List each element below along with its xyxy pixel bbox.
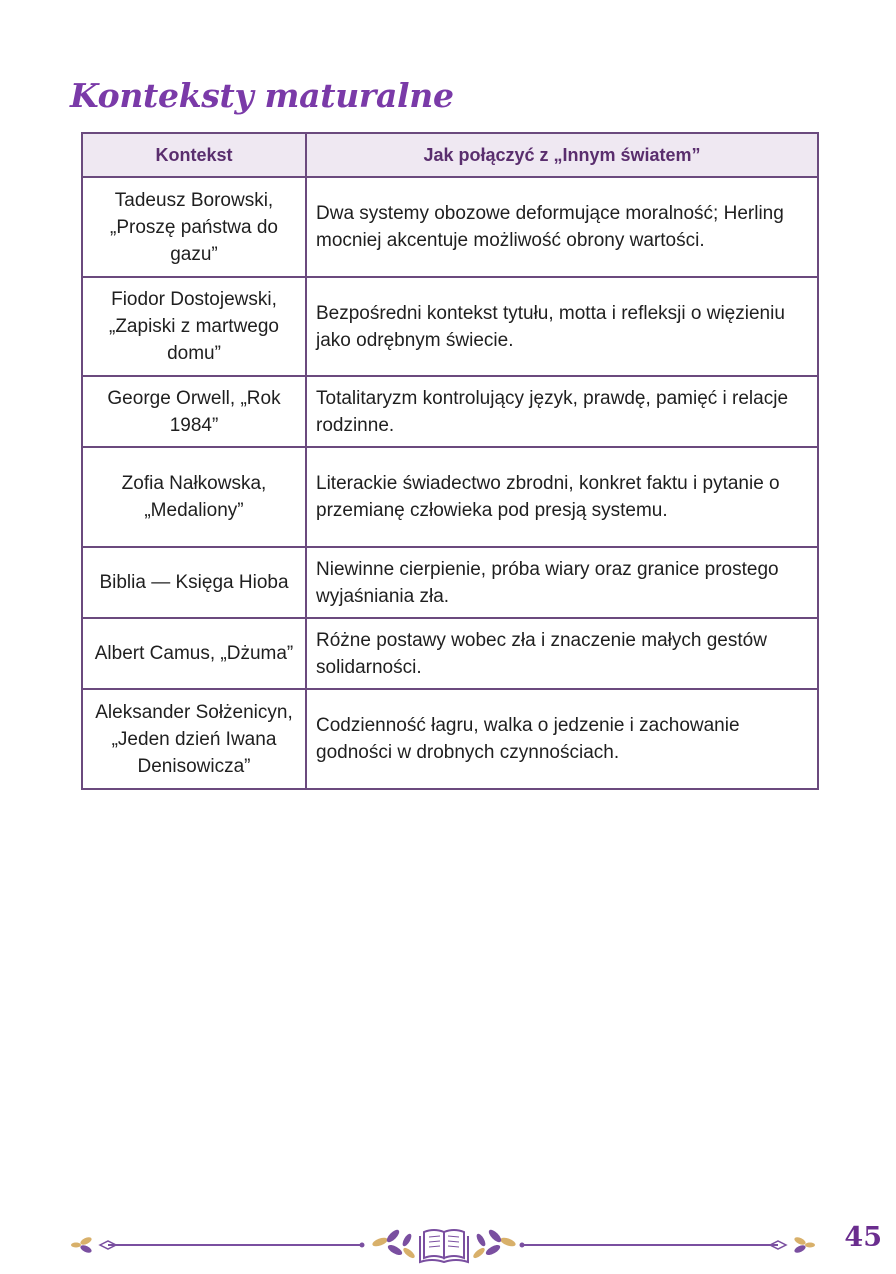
column-header-connection: Jak połączyć z „Innym światem” — [306, 133, 818, 177]
connection-cell: Literackie świadectwo zbrodni, konkret faktu i pytanie o przemianę człowieka pod presją systemu. — [306, 447, 818, 547]
table-row — [82, 376, 818, 447]
table-row — [82, 618, 818, 689]
page-title: Konteksty maturalne — [70, 76, 454, 115]
context-cell: George Orwell, „Rok 1984” — [82, 376, 306, 447]
page-number: 45 — [844, 1222, 882, 1253]
contexts-table — [81, 132, 819, 790]
connection-cell: Bezpośredni kontekst tytułu, motta i refleksji o więzieniu jako odrębnym świecie. — [306, 277, 818, 376]
table-row — [82, 689, 818, 789]
connection-cell: Różne postawy wobec zła i znaczenie małych gestów solidarności. — [306, 618, 818, 689]
table-row — [82, 177, 818, 277]
table-row — [82, 547, 818, 618]
connection-cell: Dwa systemy obozowe deformujące moralność; Herling mocniej akcentuje możliwość obrony wartości. — [306, 177, 818, 277]
connection-cell: Totalitaryzm kontrolujący język, prawdę, pamięć i relacje rodzinne. — [306, 376, 818, 447]
context-cell: Tadeusz Borowski, „Proszę państwa do gazu” — [82, 177, 306, 277]
footer-ornament — [0, 1218, 896, 1274]
context-cell: Zofia Nałkowska, „Medaliony” — [82, 447, 306, 547]
table-row — [82, 447, 818, 547]
open-book-icon — [0, 1218, 896, 1274]
context-cell: Biblia — Księga Hioba — [82, 547, 306, 618]
table-header-row — [82, 133, 818, 177]
connection-cell: Codzienność łagru, walka o jedzenie i zachowanie godności w drobnych czynnościach. — [306, 689, 818, 789]
connection-cell: Niewinne cierpienie, próba wiary oraz granice prostego wyjaśniania zła. — [306, 547, 818, 618]
column-header-context: Kontekst — [82, 133, 306, 177]
context-cell: Albert Camus, „Dżuma” — [82, 618, 306, 689]
context-cell: Fiodor Dostojewski, „Zapiski z martwego domu” — [82, 277, 306, 376]
table-row — [82, 277, 818, 376]
context-cell: Aleksander Sołżenicyn, „Jeden dzień Iwana Denisowicza” — [82, 689, 306, 789]
